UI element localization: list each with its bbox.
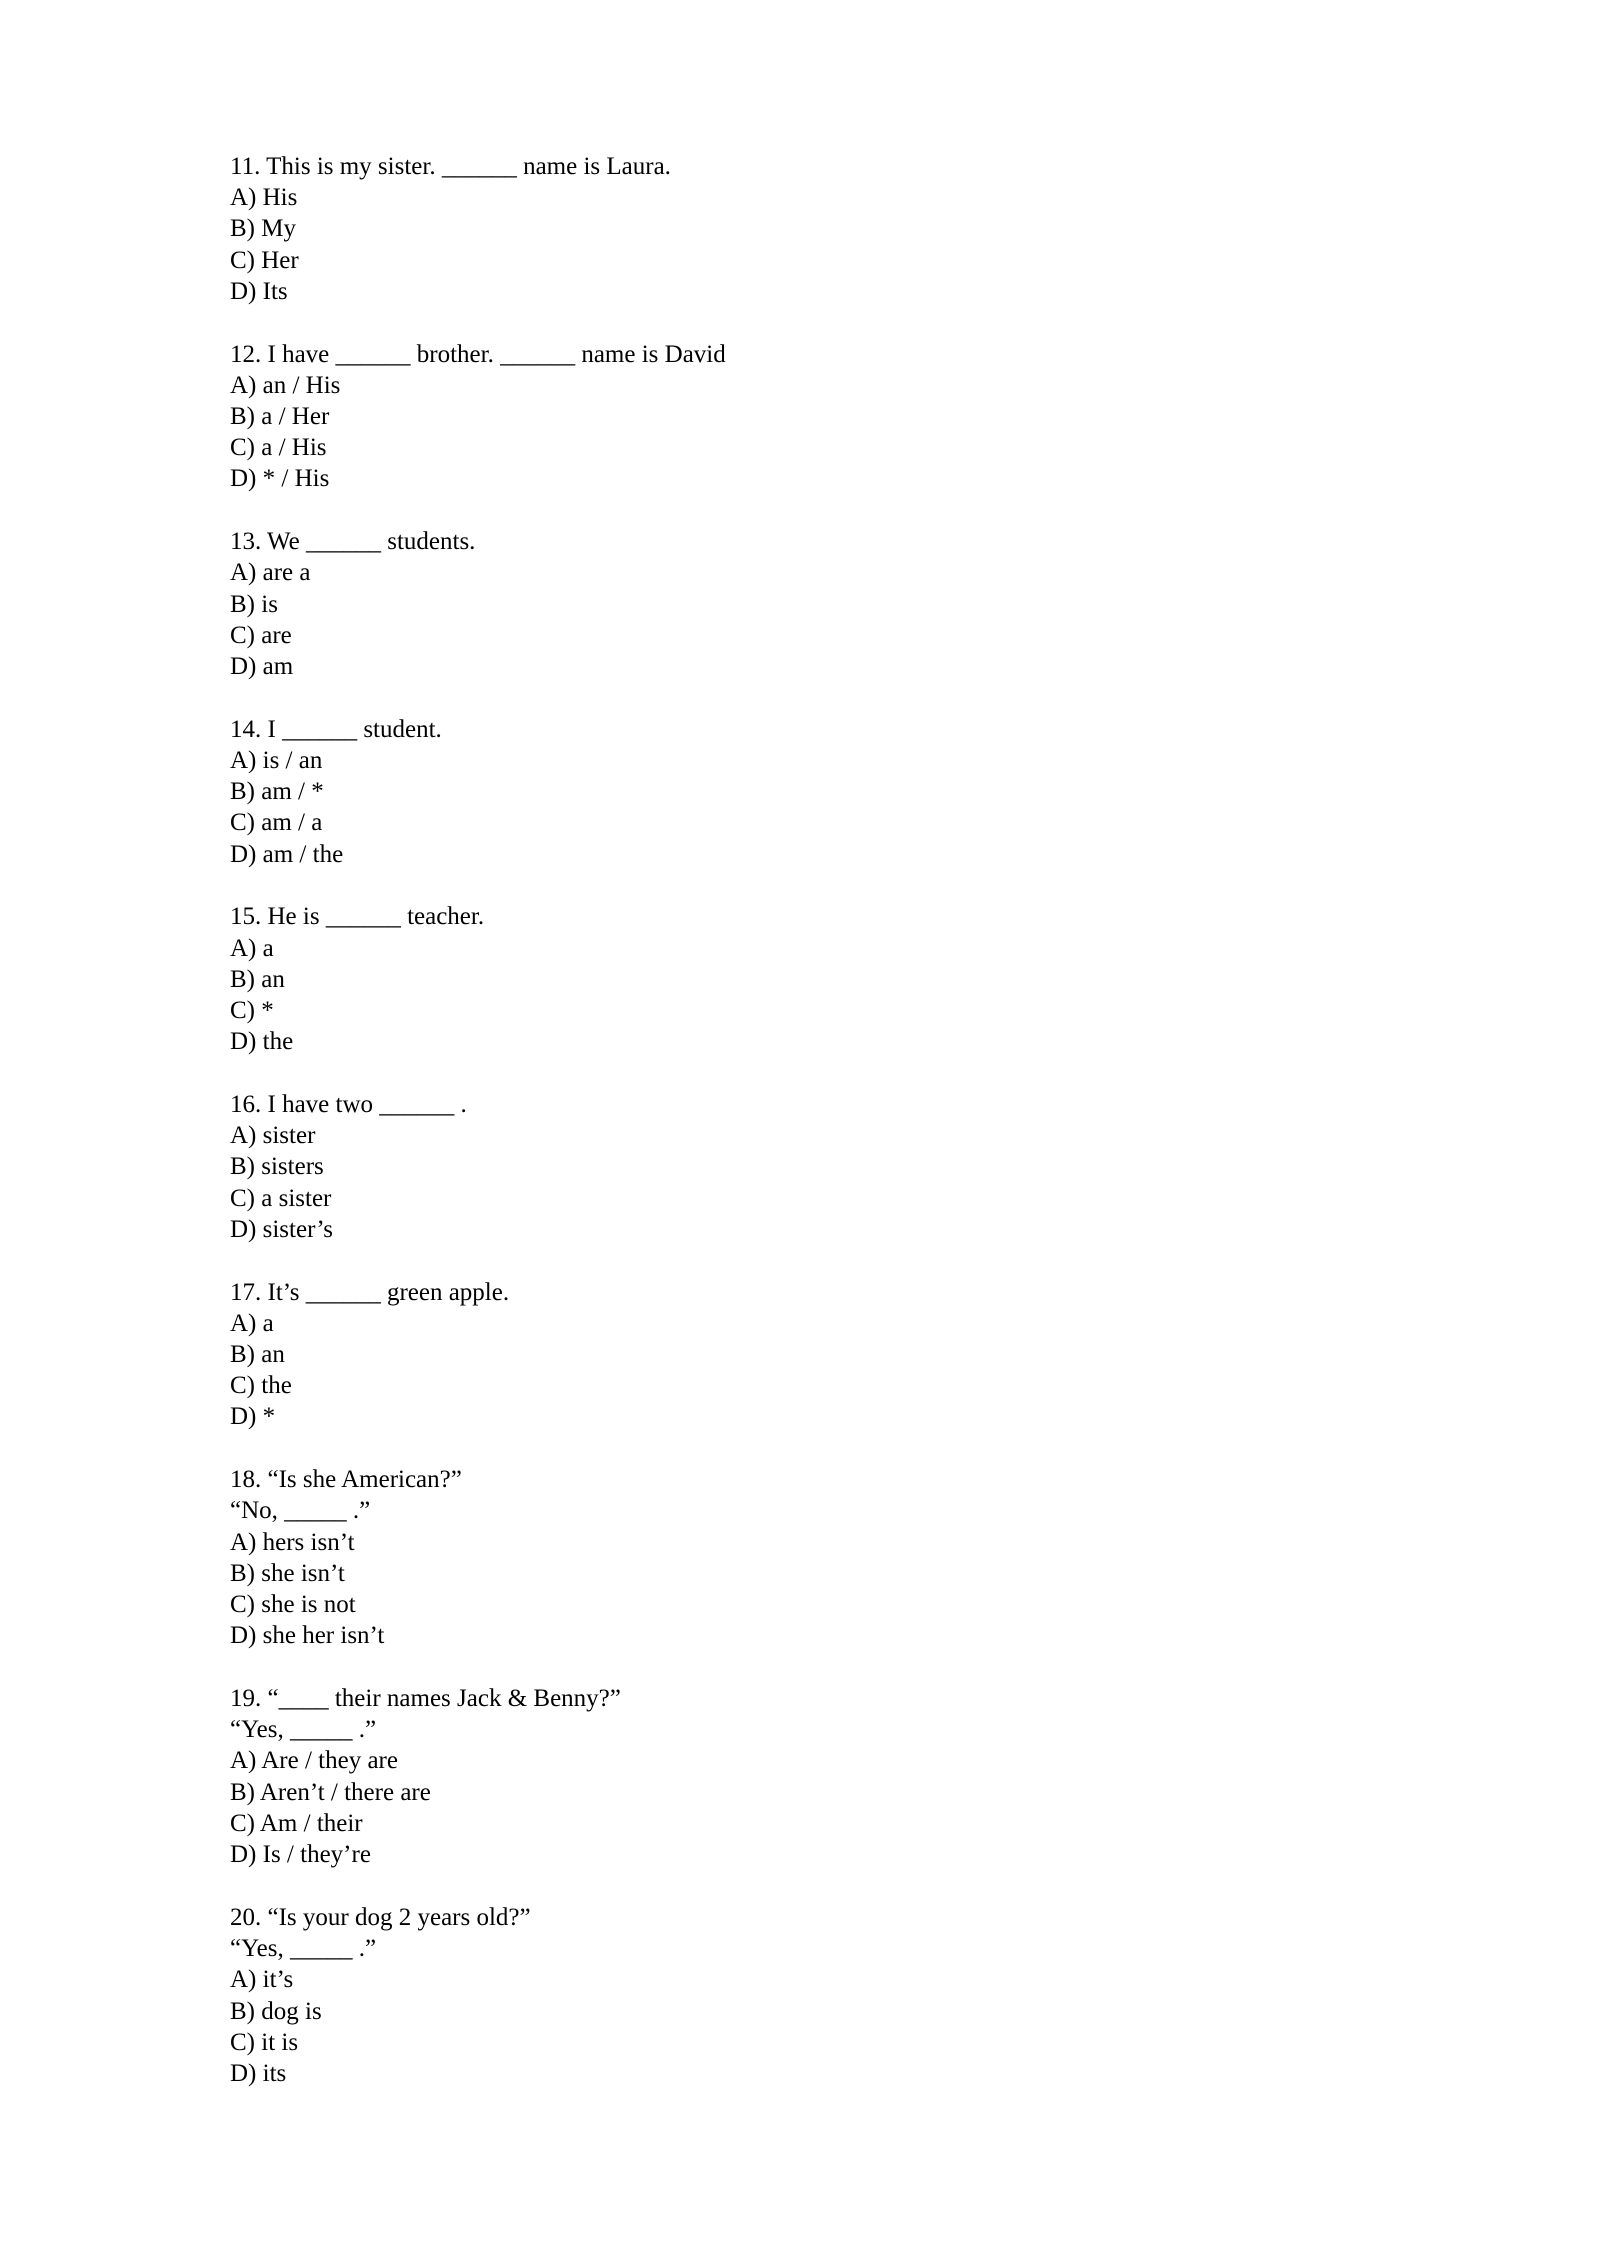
question-block [230,1683,1430,1870]
answer-option: D) the [230,1028,294,1056]
question-block [230,151,1430,307]
answer-option: D) am [230,653,294,681]
answer-option: D) Its [230,277,288,305]
answer-option: A) is / an [230,747,323,775]
question-block [230,1464,1430,1651]
answer-option: A) His [230,184,298,212]
answer-option: A) sister [230,1122,316,1150]
question-response-line: “Yes, _____ .” [230,1935,377,1963]
answer-option: A) a [230,1309,274,1337]
answer-option: B) an [230,1341,285,1369]
answer-option: C) Am / their [230,1809,363,1837]
answer-option: D) * / His [230,465,330,493]
question-response-line: “Yes, _____ .” [230,1716,377,1744]
question-response-line: “No, _____ .” [230,1497,371,1525]
answer-option: C) a sister [230,1184,332,1212]
answer-option: B) am / * [230,778,324,806]
answer-option: B) sisters [230,1153,324,1181]
answer-option: A) an / His [230,371,341,399]
question-text: 17. It’s ______ green apple. [230,1278,510,1306]
answer-option: C) the [230,1372,292,1400]
question-text: 18. “Is she American?” [230,1466,462,1494]
question-text: 14. I ______ student. [230,715,442,743]
answer-option: C) she is not [230,1591,356,1619]
answer-option: A) are a [230,559,311,587]
question-text: 19. “____ their names Jack & Benny?” [230,1685,621,1713]
answer-option: D) am / the [230,840,344,868]
question-block [230,1089,1430,1245]
question-text: 20. “Is your dog 2 years old?” [230,1903,531,1931]
answer-option: B) a / Her [230,403,330,431]
question-text: 16. I have two ______ . [230,1091,467,1119]
answer-option: A) a [230,934,274,962]
answer-option: B) Aren’t / there are [230,1778,431,1806]
answer-option: B) dog is [230,1997,322,2025]
answer-option: D) Is / they’re [230,1841,371,1869]
answer-option: D) sister’s [230,1215,334,1243]
answer-option: B) My [230,215,296,243]
answer-option: B) an [230,965,285,993]
answer-option: C) it is [230,2028,299,2056]
answer-option: A) it’s [230,1966,294,1994]
answer-option: D) * [230,1403,276,1431]
answer-option: B) is [230,590,278,618]
question-block [230,1902,1430,2089]
answer-option: C) Her [230,246,299,274]
question-block [230,714,1430,870]
question-text: 15. He is ______ teacher. [230,903,485,931]
answer-option: C) a / His [230,434,327,462]
answer-option: D) its [230,2059,287,2087]
answer-option: C) * [230,997,274,1025]
question-text: 13. We ______ students. [230,528,476,556]
question-block [230,526,1430,682]
question-text: 12. I have ______ brother. ______ name is David [230,340,726,368]
question-block [230,901,1430,1057]
answer-option: B) she isn’t [230,1559,345,1587]
answer-option: A) hers isn’t [230,1528,355,1556]
answer-option: C) are [230,621,292,649]
question-text: 11. This is my sister. ______ name is Laura. [230,153,671,180]
worksheet-page [230,151,1430,2121]
answer-option: A) Are / they are [230,1747,398,1775]
question-block [230,1277,1430,1433]
answer-option: C) am / a [230,809,323,837]
answer-option: D) she her isn’t [230,1622,385,1650]
question-block [230,339,1430,495]
